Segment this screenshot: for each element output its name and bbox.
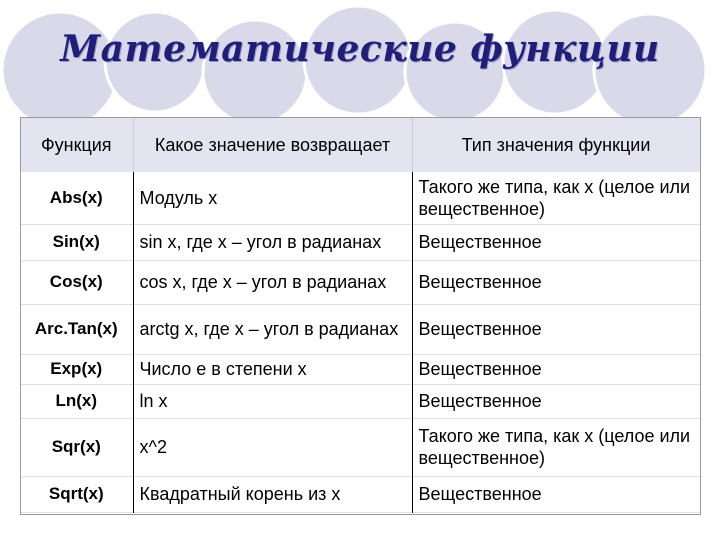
function-type: Такого же типа, как x (целое или вещественное) bbox=[412, 172, 700, 224]
table-row bbox=[20, 476, 700, 512]
page-title: Математические функции bbox=[60, 28, 660, 70]
table-header-row bbox=[20, 117, 700, 172]
table-row bbox=[20, 172, 700, 224]
function-type: Вещественное bbox=[412, 304, 700, 354]
function-value: x^2 bbox=[133, 418, 412, 476]
function-value: cos x, где x – угол в радианах bbox=[133, 260, 412, 304]
function-name: Abs(x) bbox=[49, 187, 103, 207]
function-value: Число e в степени x bbox=[133, 354, 412, 384]
header-returns: Какое значение возвращает bbox=[133, 117, 412, 172]
header-type: Тип значения функции bbox=[412, 117, 700, 172]
function-value: Модуль x bbox=[133, 172, 412, 224]
function-type: Вещественное bbox=[412, 224, 700, 260]
function-value: arctg x, где x – угол в радианах bbox=[133, 304, 412, 354]
function-value: ln x bbox=[133, 384, 412, 418]
table-row bbox=[20, 260, 700, 304]
table-row bbox=[20, 304, 700, 354]
function-name: Cos(x) bbox=[49, 272, 103, 291]
function-name: Sin(x) bbox=[52, 232, 100, 251]
table-row bbox=[20, 418, 700, 476]
function-type: Вещественное bbox=[412, 384, 700, 418]
function-name: Exp(x) bbox=[50, 359, 103, 378]
function-name: Arc.Tan(x) bbox=[34, 319, 118, 338]
function-type: Вещественное bbox=[412, 260, 700, 304]
function-type: Вещественное bbox=[412, 354, 700, 384]
function-type: Вещественное bbox=[412, 476, 700, 512]
function-type: Такого же типа, как x (целое или вещественное) bbox=[412, 418, 700, 476]
function-name: Sqr(x) bbox=[51, 437, 101, 456]
functions-table bbox=[20, 117, 701, 513]
table-row bbox=[20, 354, 700, 384]
function-name: Sqrt(x) bbox=[48, 484, 104, 503]
function-value: Квадратный корень из x bbox=[133, 476, 412, 512]
header-function: Функция bbox=[20, 117, 133, 172]
function-name: Ln(x) bbox=[55, 391, 98, 410]
function-value: sin x, где x – угол в радианах bbox=[133, 224, 412, 260]
table-row bbox=[20, 224, 700, 260]
table-row bbox=[20, 384, 700, 418]
